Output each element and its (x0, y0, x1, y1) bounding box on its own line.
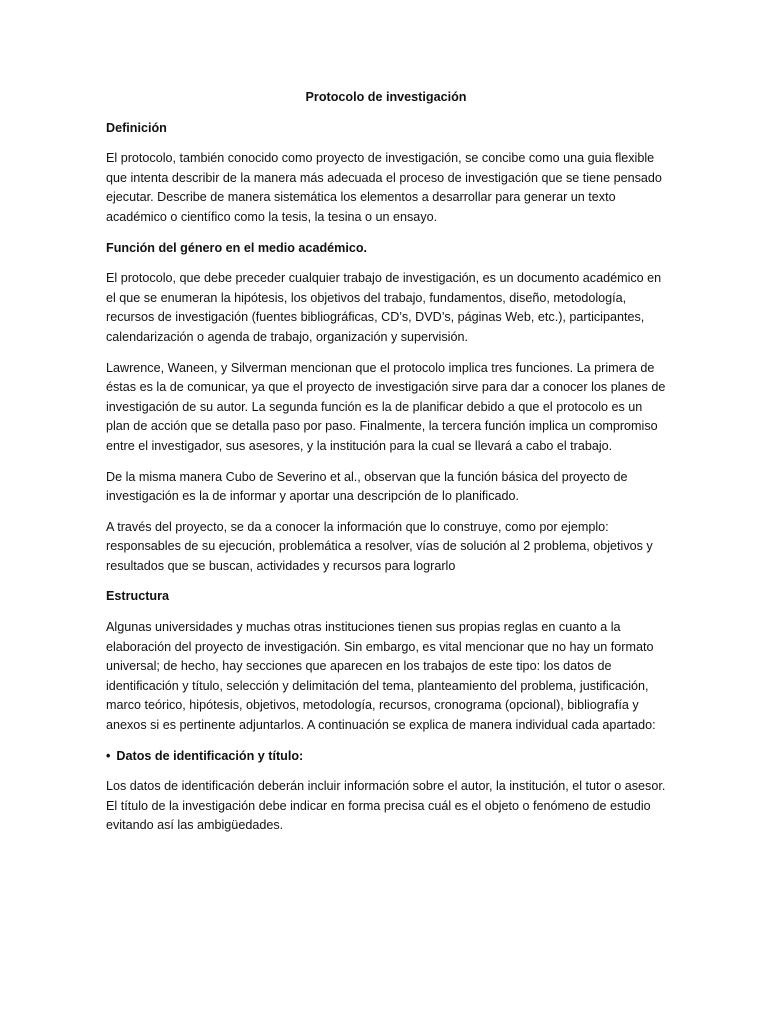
paragraph-definicion: El protocolo, también conocido como proyecto de investigación, se concibe como una guia flexible que intenta describir de la manera más adecuada el proceso de investigación que se tiene pensado ejecutar. Describe de manera sistemática los elementos a desarrollar para generar un texto académico o científico como la tesis, la tesina o un ensayo. (106, 151, 662, 224)
paragraph-funcion-3: De la misma manera Cubo de Severino et al., observan que la función básica del proyecto de investigación es la de informar y aportar una descripción de lo planificado. (106, 469, 628, 504)
bullet-heading-datos (106, 747, 666, 767)
paragraph-funcion-1: El protocolo, que debe preceder cualquier trabajo de investigación, es un documento académico en el que se enumeran la hipótesis, los objetivos del trabajo, fundamentos, diseño, metodología, recursos de investigación (fuentes bibliográficas, CD’s, DVD’s, páginas Web, etc.), participantes, calendarización o agenda de trabajo, organización y supervisión. (106, 271, 662, 344)
heading-estructura: Estructura (106, 589, 169, 604)
bullet-heading-text: Datos de identificación y título: (116, 748, 304, 763)
bullet-icon: • (106, 748, 111, 763)
paragraph-estructura: Algunas universidades y muchas otras instituciones tienen sus propias reglas en cuanto a la elaboración del proyecto de investigación. Sin embargo, es vital mencionar que no hay un formato universal; de hecho, hay secciones que aparecen en los trabajos de este tipo: los datos de identificación y título, selección y delimitación del tema, planteamiento del problema, justificación, marco teórico, hipótesis, objetivos, metodología, recursos, cronograma (opcional), bibliografía y anexos si es pertinente adjuntarlos. A continuación se explica de manera individual cada apartado: (106, 620, 656, 733)
heading-funcion: Función del género en el medio académico. (106, 240, 368, 255)
paragraph-datos: Los datos de identificación deberán incluir información sobre el autor, la institución, el tutor o asesor. El título de la investigación debe indicar en forma precisa cuál es el objeto o fenómeno de estudio evitando así las ambigüedades. (106, 779, 666, 833)
paragraph-funcion-2: Lawrence, Waneen, y Silverman mencionan que el protocolo implica tres funciones. La primera de éstas es la de comunicar, ya que el proyecto de investigación sirve para dar a conocer los planes de investigación de su autor. La segunda función es la de planificar debido a que el protocolo es un plan de acción que se detalla paso por paso. Finalmente, la tercera función implica un compromiso entre el investigador, sus asesores, y la institución para la cual se llevará a cabo el trabajo. (106, 360, 666, 453)
document-title: Protocolo de investigación (305, 90, 467, 104)
paragraph-funcion-4: A través del proyecto, se da a conocer la información que lo construye, como por ejemplo: responsables de su ejecución, problemática a resolver, vías de solución al 2 problema, objetivos y resultados que se buscan, actividades y recursos para lograrlo (106, 519, 653, 573)
document-body (106, 88, 666, 847)
heading-definicion: Definición (106, 120, 167, 135)
